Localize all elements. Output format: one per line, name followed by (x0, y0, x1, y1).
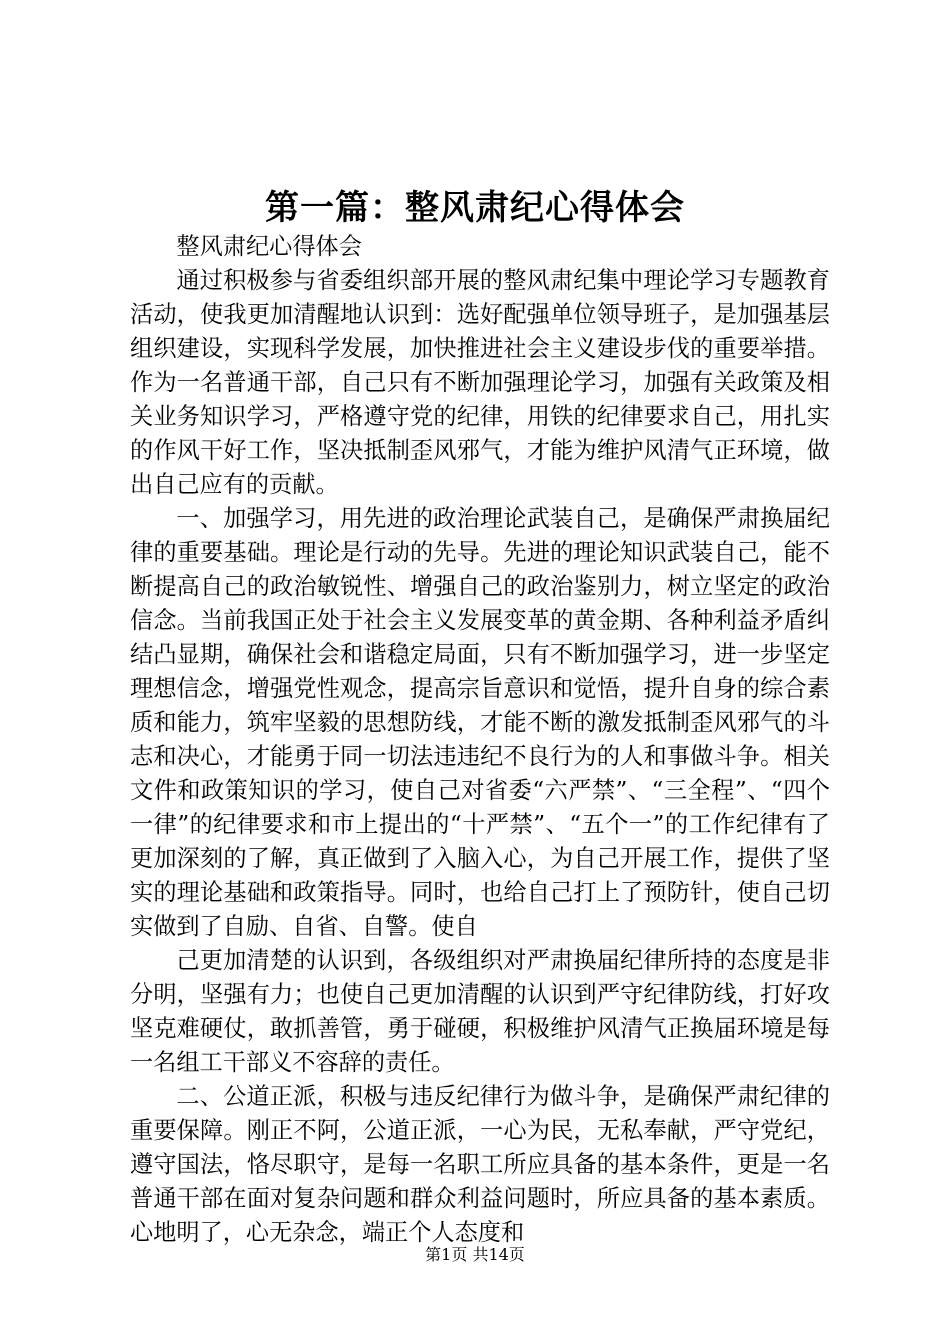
body-paragraph-section-one: 一、加强学习，用先进的政治理论武装自己，是确保严肃换届纪律的重要基础。理论是行动的先导。先进的理论知识武装自己，能不断提高自己的政治敏锐性、增强自己的政治鉴别力，树立坚定的政治信念。当前我国正处于社会主义发展变革的黄金期、各种利益矛盾纠结凸显期，确保社会和谐稳定局面，只有不断加强学习，进一步坚定理想信念，增强党性观念，提高宗旨意识和觉悟，提升自身的综合素质和能力，筑牢坚毅的思想防线，才能不断的激发抵制歪风邪气的斗志和决心，才能勇于同一切法违违纪不良行为的人和事做斗争。相关文件和政策知识的学习，使自己对省委“六严禁”、“三全程”、“四个一律”的纪律要求和市上提出的“十严禁”、“五个一”的工作纪律有了更加深刻的了解，真正做到了入脑入心，为自己开展工作，提供了坚实的理论基础和政策指导。同时，也给自己打上了预防针，使自己切实做到了自励、自省、自警。使自 (130, 505, 830, 940)
document-body (130, 230, 830, 1250)
document-title: 第一篇：整风肃纪心得体会 (265, 188, 685, 228)
body-paragraph-section-one-continued: 己更加清楚的认识到，各级组织对严肃换届纪律所持的态度是非分明，坚强有力；也使自己更加清醒的认识到严守纪律防线，打好攻坚克难硬仗，敢抓善管，勇于碰硬，积极维护风清气正换届环境是每一名组工干部义不容辞的责任。 (130, 947, 830, 1076)
body-paragraph-subtitle: 整风肃纪心得体会 (176, 233, 362, 260)
page-footer: 第1页 共14页 (425, 1245, 525, 1264)
body-paragraph-section-two: 二、公道正派，积极与违反纪律行为做斗争，是确保严肃纪律的重要保障。刚正不阿，公道正派，一心为民，无私奉献，严守党纪，遵守国法，恪尽职守，是每一名职工所应具备的基本条件，更是一名普通干部在面对复杂问题和群众利益问题时，所应具备的基本素质。心地明了，心无杂念，端正个人态度和 (130, 1083, 830, 1246)
body-paragraph-intro: 通过积极参与省委组织部开展的整风肃纪集中理论学习专题教育活动，使我更加清醒地认识到：选好配强单位领导班子，是加强基层组织建设，实现科学发展，加快推进社会主义建设步伐的重要举措。作为一名普通干部，自己只有不断加强理论学习，加强有关政策及相关业务知识学习，严格遵守党的纪律，用铁的纪律要求自己，用扎实的作风干好工作，坚决抵制歪风邪气，才能为维护风清气正环境，做出自己应有的贡献。 (130, 267, 830, 498)
